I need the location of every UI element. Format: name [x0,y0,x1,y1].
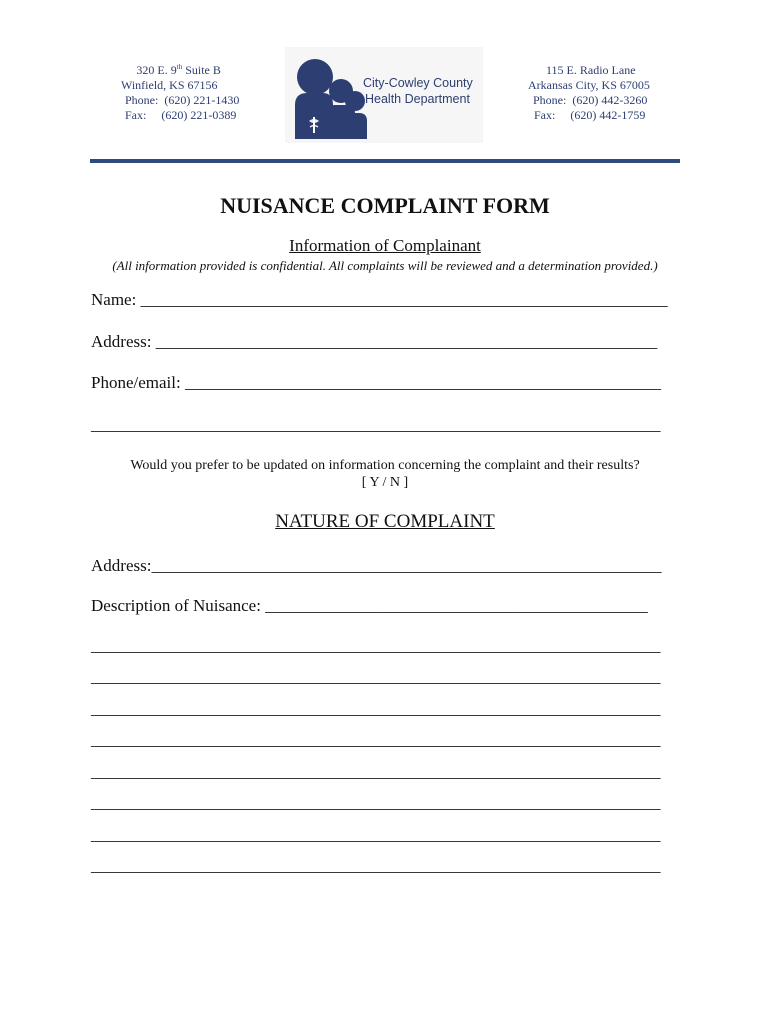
address-field[interactable]: Address: ___________________________________________________________ [91,332,658,351]
description-line[interactable]: ___________________________________________________________________ [91,825,661,844]
winfield-city: Winfield, KS 67156 [121,78,218,92]
nature-of-complaint-heading: NATURE OF COMPLAINT [275,511,495,532]
nuisance-address-field[interactable]: Address:____________________________________________________________ [91,556,662,575]
phone-email-extra-line[interactable]: ___________________________________________________________________ [91,415,661,434]
header-divider [90,159,680,163]
arkansas-city-office-address [528,63,650,123]
arkansas-fax: Fax: (620) 442-1759 [534,108,646,122]
page-title: NUISANCE COMPLAINT FORM [220,193,550,218]
arkansas-street: 115 E. Radio Lane [546,63,636,77]
complainant-heading: Information of Complainant [289,236,481,255]
description-line[interactable]: ___________________________________________________________________ [91,730,661,749]
update-choice[interactable]: [ Y / N ] [361,475,409,490]
description-line[interactable]: ___________________________________________________________________ [91,699,661,718]
description-field[interactable]: Description of Nuisance: _____________________________________________ [91,596,648,615]
description-line[interactable]: ___________________________________________________________________ [91,667,661,686]
winfield-phone: Phone: (620) 221-1430 [125,93,240,107]
winfield-street: 320 E. 9th Suite B [136,63,221,77]
phone-email-field[interactable]: Phone/email: ________________________________________________________ [91,373,661,392]
svg-text:City-Cowley County: City-Cowley County [363,76,473,90]
arkansas-phone: Phone: (620) 442-3260 [533,93,648,107]
description-line[interactable]: ___________________________________________________________________ [91,793,661,812]
winfield-fax: Fax: (620) 221-0389 [125,108,237,122]
svg-text:Health Department: Health Department [365,92,470,106]
description-line[interactable]: ___________________________________________________________________ [91,762,661,781]
winfield-office-address [118,63,239,123]
name-field[interactable]: Name: ______________________________________________________________ [91,290,668,309]
description-line[interactable]: ___________________________________________________________________ [91,636,661,655]
update-question-text: Would you prefer to be updated on information concerning the complaint and their results? [130,458,640,473]
arkansas-city: Arkansas City, KS 67005 [528,78,650,92]
confidential-note: (All information provided is confidential. All complaints will be reviewed and a determination provided.) [112,258,658,273]
health-department-logo [285,47,483,143]
description-line[interactable]: ___________________________________________________________________ [91,856,661,875]
update-question [0,457,770,491]
logo-people-icon [285,47,483,143]
